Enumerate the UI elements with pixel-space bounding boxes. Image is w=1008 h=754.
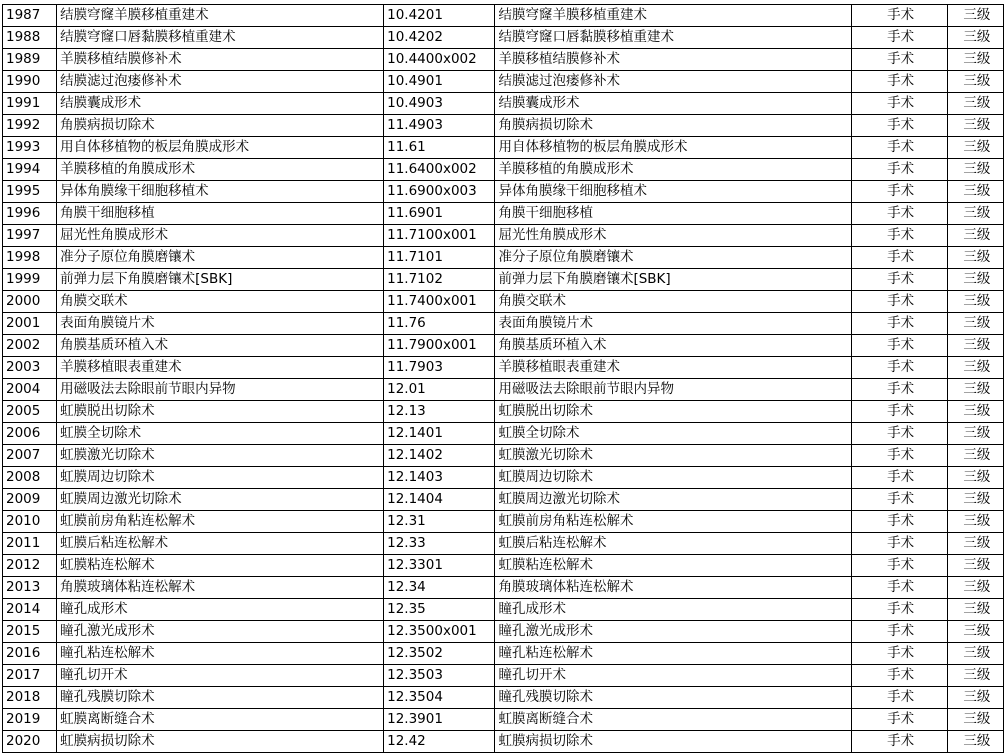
procedure-name-cell: 瞳孔成形术 [57,599,384,621]
category-cell: 手术 [851,709,947,731]
category-cell: 手术 [851,27,947,49]
table-row [3,731,1004,753]
level-cell: 三级 [947,335,1003,357]
level-cell: 三级 [947,313,1003,335]
row-number-cell: 2017 [3,665,57,687]
category-cell: 手术 [851,467,947,489]
row-number-cell: 1992 [3,115,57,137]
table-row [3,533,1004,555]
category-cell: 手术 [851,379,947,401]
level-cell: 三级 [947,225,1003,247]
category-cell: 手术 [851,115,947,137]
category-cell: 手术 [851,247,947,269]
procedure-name-cell: 瞳孔切开术 [57,665,384,687]
procedure-name-repeat-cell: 瞳孔残膜切除术 [495,687,851,709]
procedure-code-cell: 12.34 [384,577,495,599]
table-row [3,313,1004,335]
procedure-code-cell: 11.7903 [384,357,495,379]
table-row [3,489,1004,511]
procedure-code-cell: 11.7102 [384,269,495,291]
procedure-name-cell: 结膜滤过泡瘘修补术 [57,71,384,93]
level-cell: 三级 [947,291,1003,313]
procedure-code-cell: 11.7900x001 [384,335,495,357]
procedure-code-cell: 12.13 [384,401,495,423]
table-row [3,203,1004,225]
level-cell: 三级 [947,665,1003,687]
level-cell: 三级 [947,511,1003,533]
procedure-name-cell: 虹膜离断缝合术 [57,709,384,731]
table-row [3,269,1004,291]
level-cell: 三级 [947,467,1003,489]
procedure-name-cell: 瞳孔激光成形术 [57,621,384,643]
category-cell: 手术 [851,313,947,335]
category-cell: 手术 [851,93,947,115]
category-cell: 手术 [851,665,947,687]
procedure-code-cell: 11.6901 [384,203,495,225]
procedure-name-repeat-cell: 虹膜离断缝合术 [495,709,851,731]
procedure-name-cell: 屈光性角膜成形术 [57,225,384,247]
row-number-cell: 2015 [3,621,57,643]
table-row [3,643,1004,665]
row-number-cell: 2014 [3,599,57,621]
level-cell: 三级 [947,643,1003,665]
procedure-name-cell: 瞳孔残膜切除术 [57,687,384,709]
procedure-code-cell: 11.61 [384,137,495,159]
procedure-code-cell: 12.3503 [384,665,495,687]
procedure-name-cell: 虹膜周边激光切除术 [57,489,384,511]
level-cell: 三级 [947,489,1003,511]
procedure-code-cell: 12.35 [384,599,495,621]
procedure-name-cell: 羊膜移植结膜修补术 [57,49,384,71]
category-cell: 手术 [851,357,947,379]
procedure-name-repeat-cell: 虹膜粘连松解术 [495,555,851,577]
category-cell: 手术 [851,203,947,225]
category-cell: 手术 [851,555,947,577]
procedure-name-repeat-cell: 瞳孔激光成形术 [495,621,851,643]
procedure-code-cell: 10.4201 [384,5,495,27]
procedure-name-cell: 前弹力层下角膜磨镶术[SBK] [57,269,384,291]
procedure-code-cell: 10.4400x002 [384,49,495,71]
level-cell: 三级 [947,247,1003,269]
procedure-name-repeat-cell: 虹膜脱出切除术 [495,401,851,423]
row-number-cell: 2011 [3,533,57,555]
procedure-name-repeat-cell: 结膜穹窿口唇黏膜移植重建术 [495,27,851,49]
level-cell: 三级 [947,203,1003,225]
procedure-name-cell: 瞳孔粘连松解术 [57,643,384,665]
procedure-code-cell: 10.4901 [384,71,495,93]
procedure-code-cell: 12.3301 [384,555,495,577]
procedure-name-repeat-cell: 虹膜全切除术 [495,423,851,445]
procedure-name-repeat-cell: 瞳孔粘连松解术 [495,643,851,665]
procedure-name-cell: 准分子原位角膜磨镶术 [57,247,384,269]
procedure-name-repeat-cell: 虹膜周边切除术 [495,467,851,489]
procedure-name-repeat-cell: 结膜滤过泡瘘修补术 [495,71,851,93]
level-cell: 三级 [947,621,1003,643]
level-cell: 三级 [947,731,1003,753]
procedure-name-repeat-cell: 角膜交联术 [495,291,851,313]
row-number-cell: 2009 [3,489,57,511]
table-row [3,291,1004,313]
category-cell: 手术 [851,49,947,71]
category-cell: 手术 [851,599,947,621]
level-cell: 三级 [947,27,1003,49]
procedure-name-repeat-cell: 角膜基质环植入术 [495,335,851,357]
category-cell: 手术 [851,533,947,555]
procedure-name-cell: 虹膜周边切除术 [57,467,384,489]
row-number-cell: 2006 [3,423,57,445]
procedure-name-repeat-cell: 羊膜移植结膜修补术 [495,49,851,71]
procedure-code-cell: 12.42 [384,731,495,753]
procedure-code-cell: 12.31 [384,511,495,533]
procedure-code-cell: 12.3504 [384,687,495,709]
category-cell: 手术 [851,687,947,709]
procedure-name-cell: 虹膜病损切除术 [57,731,384,753]
category-cell: 手术 [851,5,947,27]
procedure-code-cell: 11.7100x001 [384,225,495,247]
procedure-code-cell: 11.6900x003 [384,181,495,203]
procedure-code-cell: 10.4202 [384,27,495,49]
category-cell: 手术 [851,401,947,423]
procedure-name-repeat-cell: 结膜穹窿羊膜移植重建术 [495,5,851,27]
procedure-name-cell: 角膜病损切除术 [57,115,384,137]
procedure-code-cell: 11.7101 [384,247,495,269]
level-cell: 三级 [947,445,1003,467]
category-cell: 手术 [851,511,947,533]
procedure-name-cell: 虹膜全切除术 [57,423,384,445]
procedure-name-repeat-cell: 结膜囊成形术 [495,93,851,115]
procedure-name-cell: 结膜穹窿口唇黏膜移植重建术 [57,27,384,49]
procedure-name-repeat-cell: 虹膜周边激光切除术 [495,489,851,511]
row-number-cell: 1999 [3,269,57,291]
procedure-name-repeat-cell: 准分子原位角膜磨镶术 [495,247,851,269]
procedure-code-cell: 12.3500x001 [384,621,495,643]
category-cell: 手术 [851,423,947,445]
procedure-name-cell: 角膜玻璃体粘连松解术 [57,577,384,599]
procedure-table [2,4,1004,753]
row-number-cell: 1996 [3,203,57,225]
level-cell: 三级 [947,181,1003,203]
procedure-name-cell: 角膜基质环植入术 [57,335,384,357]
table-row [3,159,1004,181]
level-cell: 三级 [947,71,1003,93]
row-number-cell: 2010 [3,511,57,533]
level-cell: 三级 [947,5,1003,27]
procedure-name-repeat-cell: 羊膜移植的角膜成形术 [495,159,851,181]
level-cell: 三级 [947,709,1003,731]
table-row [3,225,1004,247]
procedure-code-cell: 12.1402 [384,445,495,467]
procedure-name-repeat-cell: 前弹力层下角膜磨镶术[SBK] [495,269,851,291]
row-number-cell: 2004 [3,379,57,401]
row-number-cell: 1991 [3,93,57,115]
procedure-name-repeat-cell: 虹膜激光切除术 [495,445,851,467]
table-row [3,335,1004,357]
table-row [3,357,1004,379]
row-number-cell: 2019 [3,709,57,731]
table-row [3,379,1004,401]
row-number-cell: 2016 [3,643,57,665]
procedure-code-cell: 12.3901 [384,709,495,731]
procedure-name-cell: 虹膜激光切除术 [57,445,384,467]
procedure-name-cell: 虹膜前房角粘连松解术 [57,511,384,533]
procedure-name-repeat-cell: 异体角膜缘干细胞移植术 [495,181,851,203]
category-cell: 手术 [851,621,947,643]
procedure-name-repeat-cell: 用磁吸法去除眼前节眼内异物 [495,379,851,401]
level-cell: 三级 [947,137,1003,159]
procedure-name-repeat-cell: 角膜玻璃体粘连松解术 [495,577,851,599]
table-row [3,423,1004,445]
row-number-cell: 1988 [3,27,57,49]
procedure-code-cell: 11.4903 [384,115,495,137]
row-number-cell: 1998 [3,247,57,269]
row-number-cell: 2001 [3,313,57,335]
row-number-cell: 2008 [3,467,57,489]
level-cell: 三级 [947,379,1003,401]
level-cell: 三级 [947,687,1003,709]
level-cell: 三级 [947,533,1003,555]
table-row [3,93,1004,115]
category-cell: 手术 [851,225,947,247]
row-number-cell: 2003 [3,357,57,379]
procedure-name-cell: 用磁吸法去除眼前节眼内异物 [57,379,384,401]
row-number-cell: 1989 [3,49,57,71]
table-row [3,599,1004,621]
procedure-name-repeat-cell: 用自体移植物的板层角膜成形术 [495,137,851,159]
level-cell: 三级 [947,357,1003,379]
procedure-name-repeat-cell: 羊膜移植眼表重建术 [495,357,851,379]
table-row [3,687,1004,709]
procedure-name-repeat-cell: 虹膜病损切除术 [495,731,851,753]
category-cell: 手术 [851,731,947,753]
category-cell: 手术 [851,291,947,313]
procedure-name-repeat-cell: 角膜病损切除术 [495,115,851,137]
procedure-code-cell: 11.76 [384,313,495,335]
category-cell: 手术 [851,269,947,291]
table-row [3,665,1004,687]
row-number-cell: 1994 [3,159,57,181]
procedure-code-cell: 11.7400x001 [384,291,495,313]
procedure-name-cell: 结膜穹窿羊膜移植重建术 [57,5,384,27]
procedure-code-cell: 12.1403 [384,467,495,489]
procedure-name-repeat-cell: 虹膜后粘连松解术 [495,533,851,555]
table-row [3,467,1004,489]
procedure-code-cell: 11.6400x002 [384,159,495,181]
procedure-table-body [3,5,1004,753]
row-number-cell: 2007 [3,445,57,467]
level-cell: 三级 [947,401,1003,423]
category-cell: 手术 [851,445,947,467]
table-row [3,27,1004,49]
table-row [3,49,1004,71]
procedure-name-cell: 角膜干细胞移植 [57,203,384,225]
table-row [3,115,1004,137]
table-row [3,71,1004,93]
level-cell: 三级 [947,423,1003,445]
level-cell: 三级 [947,599,1003,621]
category-cell: 手术 [851,577,947,599]
row-number-cell: 1990 [3,71,57,93]
table-row [3,5,1004,27]
table-row [3,709,1004,731]
row-number-cell: 1993 [3,137,57,159]
procedure-name-cell: 异体角膜缘干细胞移植术 [57,181,384,203]
procedure-name-cell: 羊膜移植眼表重建术 [57,357,384,379]
level-cell: 三级 [947,93,1003,115]
procedure-name-cell: 羊膜移植的角膜成形术 [57,159,384,181]
table-row [3,445,1004,467]
category-cell: 手术 [851,489,947,511]
level-cell: 三级 [947,159,1003,181]
procedure-name-repeat-cell: 虹膜前房角粘连松解术 [495,511,851,533]
table-row [3,401,1004,423]
category-cell: 手术 [851,643,947,665]
category-cell: 手术 [851,137,947,159]
row-number-cell: 2018 [3,687,57,709]
row-number-cell: 2012 [3,555,57,577]
row-number-cell: 1995 [3,181,57,203]
procedure-name-cell: 用自体移植物的板层角膜成形术 [57,137,384,159]
table-row [3,577,1004,599]
row-number-cell: 1997 [3,225,57,247]
procedure-name-repeat-cell: 屈光性角膜成形术 [495,225,851,247]
level-cell: 三级 [947,49,1003,71]
procedure-name-repeat-cell: 角膜干细胞移植 [495,203,851,225]
procedure-name-repeat-cell: 瞳孔成形术 [495,599,851,621]
table-row [3,137,1004,159]
procedure-name-cell: 虹膜脱出切除术 [57,401,384,423]
row-number-cell: 2002 [3,335,57,357]
table-row [3,247,1004,269]
table-row [3,621,1004,643]
row-number-cell: 2000 [3,291,57,313]
procedure-code-cell: 12.1404 [384,489,495,511]
procedure-name-cell: 虹膜粘连松解术 [57,555,384,577]
table-row [3,181,1004,203]
row-number-cell: 1987 [3,5,57,27]
procedure-name-repeat-cell: 瞳孔切开术 [495,665,851,687]
procedure-name-cell: 结膜囊成形术 [57,93,384,115]
procedure-name-cell: 角膜交联术 [57,291,384,313]
procedure-code-cell: 10.4903 [384,93,495,115]
table-row [3,555,1004,577]
row-number-cell: 2013 [3,577,57,599]
level-cell: 三级 [947,269,1003,291]
procedure-name-cell: 虹膜后粘连松解术 [57,533,384,555]
row-number-cell: 2005 [3,401,57,423]
table-row [3,511,1004,533]
category-cell: 手术 [851,181,947,203]
procedure-code-cell: 12.01 [384,379,495,401]
row-number-cell: 2020 [3,731,57,753]
procedure-code-cell: 12.33 [384,533,495,555]
level-cell: 三级 [947,555,1003,577]
procedure-name-cell: 表面角膜镜片术 [57,313,384,335]
category-cell: 手术 [851,71,947,93]
procedure-code-cell: 12.3502 [384,643,495,665]
level-cell: 三级 [947,577,1003,599]
level-cell: 三级 [947,115,1003,137]
category-cell: 手术 [851,159,947,181]
category-cell: 手术 [851,335,947,357]
procedure-name-repeat-cell: 表面角膜镜片术 [495,313,851,335]
procedure-code-cell: 12.1401 [384,423,495,445]
